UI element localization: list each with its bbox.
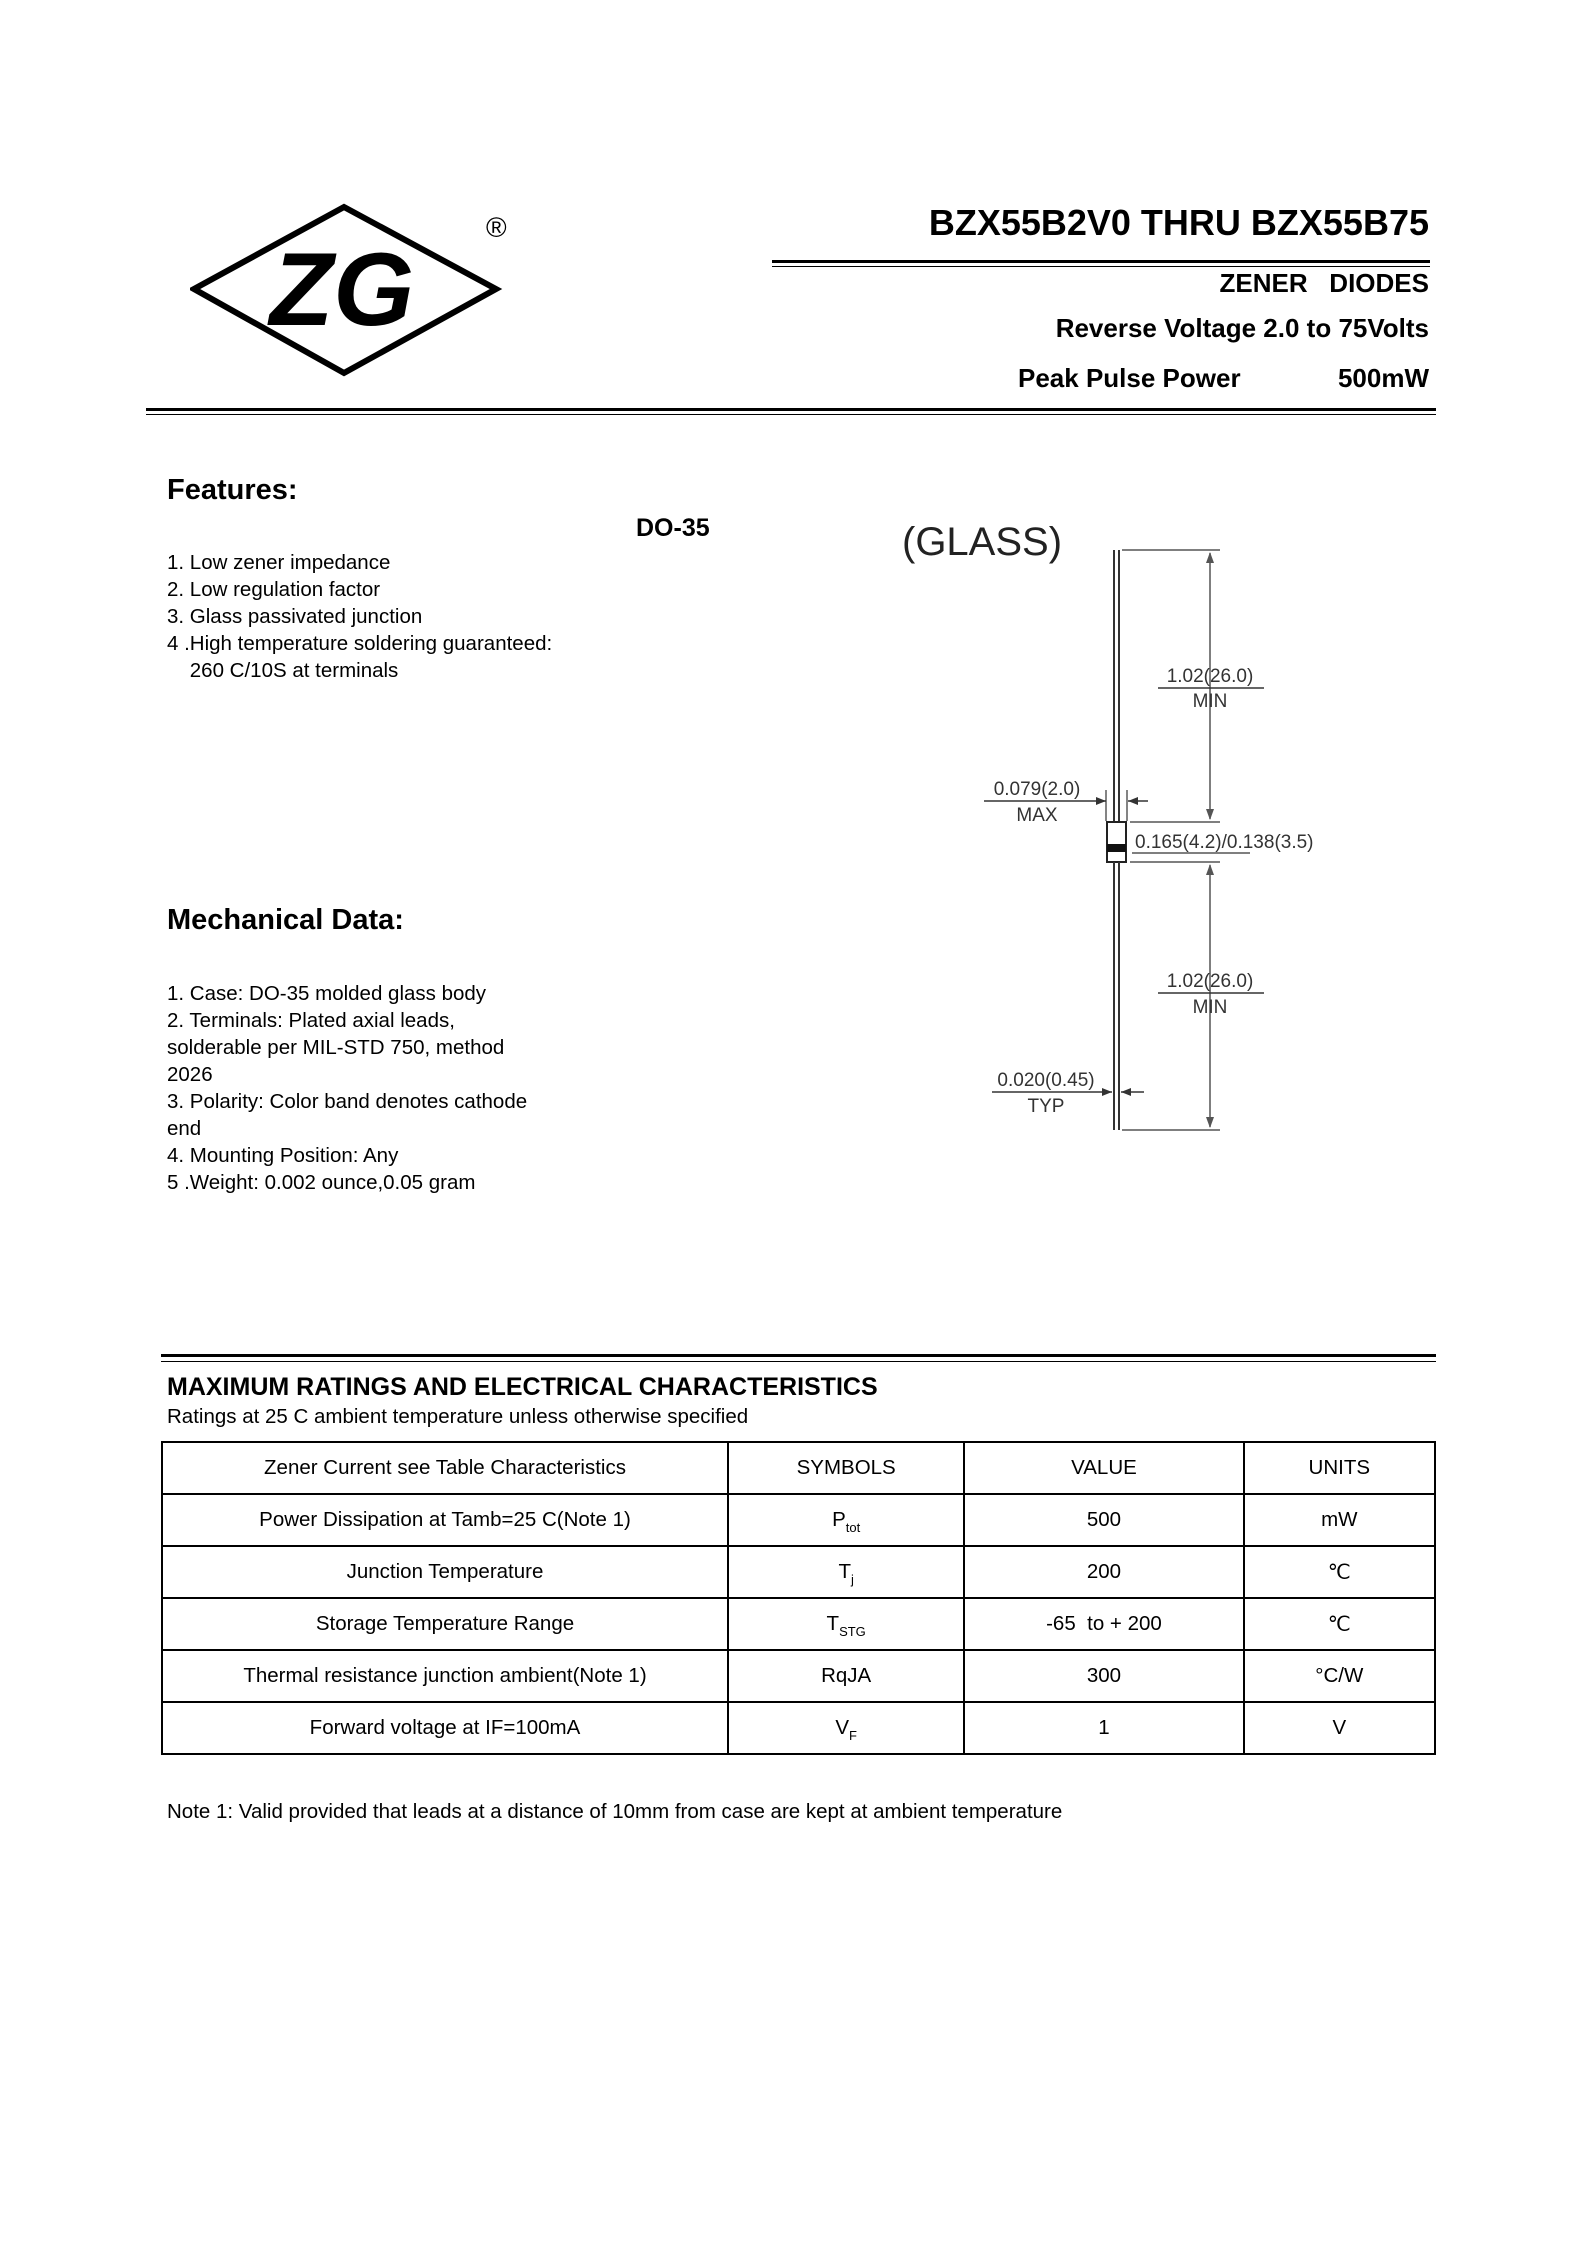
list-item: 4. Mounting Position: Any xyxy=(167,1144,399,1167)
param-cell: Junction Temperature xyxy=(162,1546,728,1598)
table-row xyxy=(162,1494,1435,1546)
dim-lead-top: 1.02(26.0) xyxy=(1166,666,1254,687)
column-header: VALUE xyxy=(964,1442,1243,1494)
symbol: T xyxy=(826,1612,840,1635)
symbol-cell xyxy=(728,1702,964,1754)
package-label: DO-35 xyxy=(636,514,710,542)
table-header-row xyxy=(162,1442,1435,1494)
dim-body-dia-note: MAX xyxy=(1016,805,1058,826)
list-item: 4 .High temperature soldering guaranteed: xyxy=(167,632,553,655)
symbol-cell xyxy=(728,1598,964,1650)
list-item: solderable per MIL-STD 750, method xyxy=(167,1036,505,1059)
diode-body xyxy=(1107,822,1126,862)
title-rule-thin xyxy=(772,266,1430,267)
dim-body-len: 0.165(4.2)/0.138(3.5) xyxy=(1135,832,1314,853)
value-cell: 500 xyxy=(964,1494,1243,1546)
param-cell: Thermal resistance junction ambient(Note 1) xyxy=(162,1650,728,1702)
unit-cell: ℃ xyxy=(1244,1546,1435,1598)
device-type: ZENER DIODES xyxy=(1219,268,1429,298)
list-item: 1. Low zener impedance xyxy=(167,551,391,574)
symbol-cell xyxy=(728,1494,964,1546)
ratings-rule xyxy=(161,1354,1436,1357)
list-item: 3. Polarity: Color band denotes cathode xyxy=(167,1090,528,1113)
header-rule xyxy=(146,408,1436,411)
ratings-rule-thin xyxy=(161,1361,1436,1362)
dim-lead-bottom-note: MIN xyxy=(1192,997,1228,1018)
mechanical-list xyxy=(167,980,577,1196)
list-item: 2026 xyxy=(167,1063,213,1086)
ratings-heading: MAXIMUM RATINGS AND ELECTRICAL CHARACTERISTICS xyxy=(167,1373,878,1401)
symbol: T xyxy=(838,1560,851,1583)
ratings-table xyxy=(161,1441,1436,1755)
registered-mark: ® xyxy=(486,212,507,243)
ratings-subheading: Ratings at 25 C ambient temperature unless otherwise specified xyxy=(167,1405,749,1428)
list-item: 2. Low regulation factor xyxy=(167,578,381,601)
document-title: BZX55B2V0 THRU BZX55B75 xyxy=(928,202,1429,243)
list-item: 5 .Weight: 0.002 ounce,0.05 gram xyxy=(167,1171,476,1194)
features-list xyxy=(167,549,587,684)
list-item: end xyxy=(167,1117,202,1140)
param-cell: Storage Temperature Range xyxy=(162,1598,728,1650)
footnote: Note 1: Valid provided that leads at a distance of 10mm from case are kept at ambient temperature xyxy=(167,1800,1063,1823)
symbol-subscript: F xyxy=(849,1728,857,1743)
symbol: V xyxy=(835,1716,850,1739)
features-heading: Features: xyxy=(167,474,298,506)
value-cell: 200 xyxy=(964,1546,1243,1598)
table-row xyxy=(162,1650,1435,1702)
list-item: 2. Terminals: Plated axial leads, xyxy=(167,1009,455,1032)
list-item: 1. Case: DO-35 molded glass body xyxy=(167,982,487,1005)
symbol-subscript: tot xyxy=(845,1520,861,1535)
symbol-cell xyxy=(728,1650,964,1702)
param-cell: Power Dissipation at Tamb=25 C(Note 1) xyxy=(162,1494,728,1546)
value-cell: 1 xyxy=(964,1702,1243,1754)
peak-pulse-label: Peak Pulse Power xyxy=(1018,363,1241,393)
logo-brand: ZG xyxy=(269,232,415,348)
list-item: 3. Glass passivated junction xyxy=(167,605,423,628)
header-rule-thin xyxy=(146,414,1436,415)
peak-pulse-value: 500mW xyxy=(1337,363,1429,393)
dim-lead-dia: 0.020(0.45) xyxy=(997,1070,1095,1091)
param-cell: Forward voltage at IF=100mA xyxy=(162,1702,728,1754)
value-cell: 300 xyxy=(964,1650,1243,1702)
value-cell: -65 to + 200 xyxy=(964,1598,1243,1650)
dim-lead-dia-note: TYP xyxy=(1027,1096,1065,1117)
unit-cell: ℃ xyxy=(1244,1598,1435,1650)
column-header: SYMBOLS xyxy=(728,1442,964,1494)
symbol: RqJA xyxy=(821,1664,872,1687)
title-rule xyxy=(772,260,1430,263)
unit-cell: mW xyxy=(1244,1494,1435,1546)
unit-cell: V xyxy=(1244,1702,1435,1754)
symbol-subscript: j xyxy=(850,1572,854,1587)
dim-body-dia: 0.079(2.0) xyxy=(993,779,1081,800)
package-outline-drawing xyxy=(880,505,1360,1155)
cathode-band xyxy=(1107,844,1126,852)
table-row xyxy=(162,1598,1435,1650)
column-header: UNITS xyxy=(1244,1442,1435,1494)
table-row xyxy=(162,1546,1435,1598)
symbol-cell xyxy=(728,1546,964,1598)
symbol-subscript: STG xyxy=(839,1624,866,1639)
mechanical-heading: Mechanical Data: xyxy=(167,904,404,936)
company-logo xyxy=(190,203,508,378)
glass-label: (GLASS) xyxy=(902,520,1063,564)
dim-lead-bottom: 1.02(26.0) xyxy=(1166,971,1254,992)
reverse-voltage: Reverse Voltage 2.0 to 75Volts xyxy=(1055,313,1429,343)
list-item: 260 C/10S at terminals xyxy=(167,659,399,682)
unit-cell: °C/W xyxy=(1244,1650,1435,1702)
table-row xyxy=(162,1702,1435,1754)
symbol: P xyxy=(832,1508,846,1531)
dim-lead-top-note: MIN xyxy=(1192,691,1228,712)
column-header: Zener Current see Table Characteristics xyxy=(162,1442,728,1494)
